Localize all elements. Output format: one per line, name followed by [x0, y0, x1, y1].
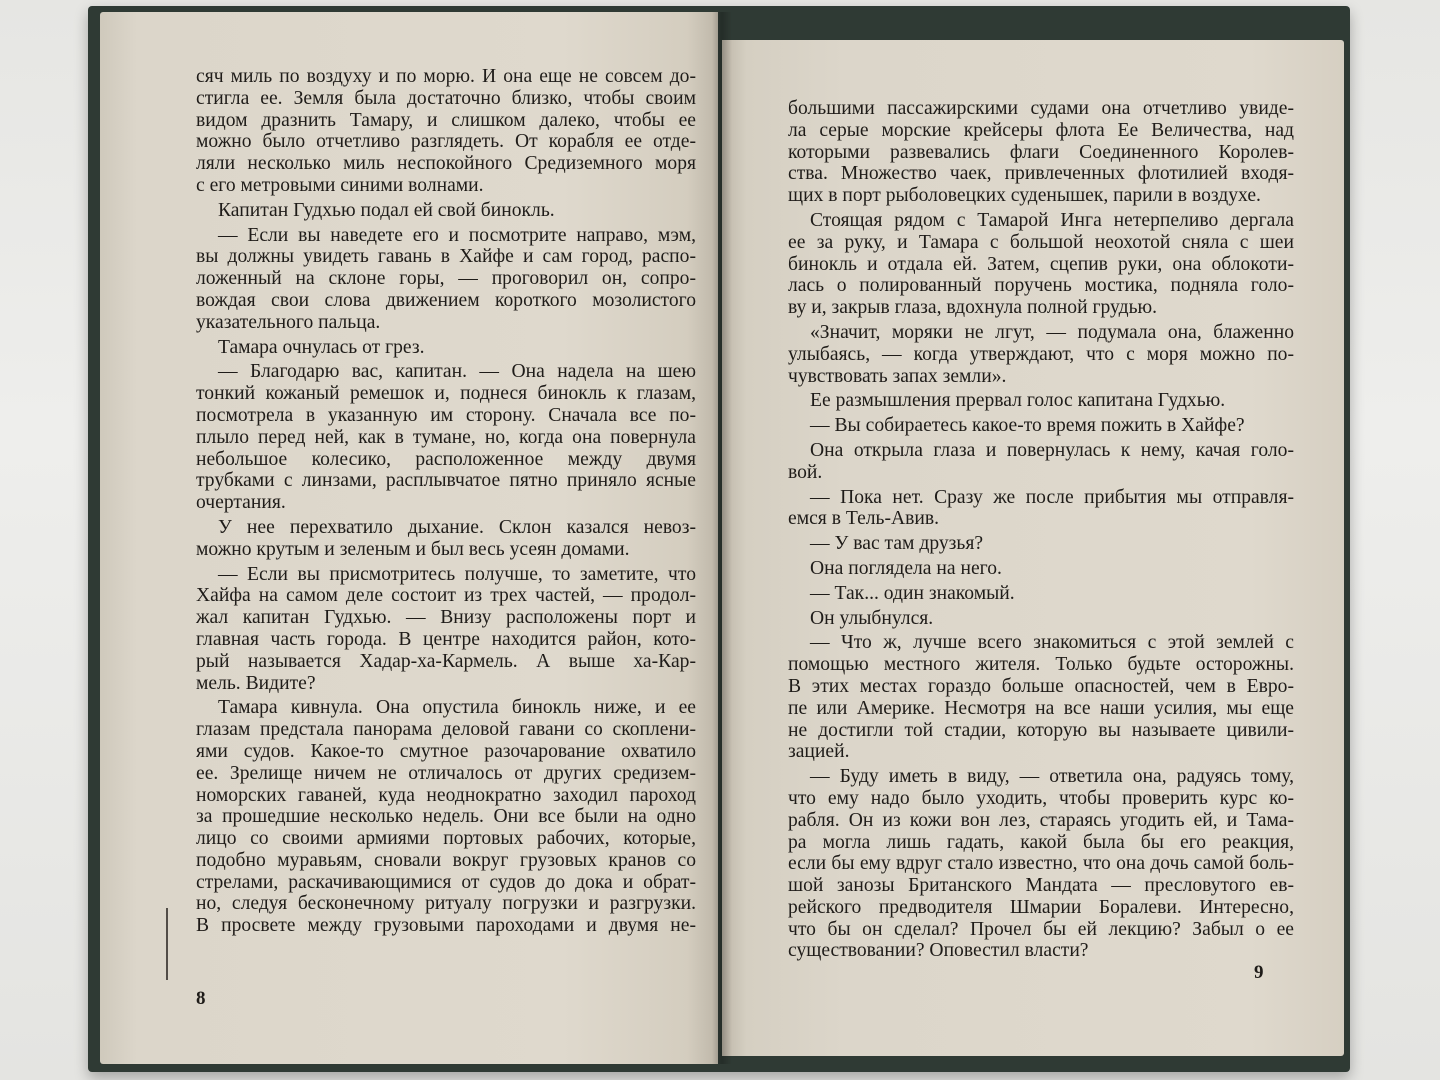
text-line: что бы он сделал? Прочел бы ей лекцию? Забыл о ее [788, 918, 1294, 940]
text-line: — Если вы наведете его и посмотрите направо, мэм, [218, 224, 696, 246]
text-line: Стоящая рядом с Тамарой Инга нетерпеливо дергала [810, 209, 1294, 231]
text-line: можно крутым и зеленым и был весь усеян домами. [196, 538, 630, 560]
text-line: вождая свои слова движением короткого мозолистого [196, 289, 696, 311]
text-line: В просвете между грузовыми пароходами и двумя не- [196, 915, 696, 937]
text-line: рый называется Хадар-ха-Кармель. А выше ха-Кар- [196, 650, 696, 672]
text-line: рейского предводителя Шмарии Боралеви. Интересно, [788, 896, 1294, 918]
text-line: с его метровыми синими волнами. [196, 174, 484, 196]
text-line: вой. [788, 461, 823, 483]
left-page [100, 12, 718, 1064]
text-line: рабля. Он из кожи вон лез, стараясь угодить ей, и Тама- [788, 809, 1294, 831]
text-line: существовании? Оповестил власти? [788, 940, 1089, 962]
text-line: помощью местного жителя. Только будьте осторожны. [788, 654, 1294, 676]
text-line: Хайфа на самом деле состоит из трех частей, — продол- [196, 585, 696, 607]
text-line: — У вас там друзья? [810, 533, 984, 555]
text-line: трубками с линзами, расплывчатое пятно приняло ясные [196, 470, 696, 492]
text-line: сяч миль по воздуху и по морю. И она еще не совсем до- [196, 66, 696, 87]
text-line: что ему надо было уходить, чтобы проверить курс ко- [788, 787, 1294, 809]
text-line: ву и, закрыв глаза, вдохнула полной грудью. [788, 297, 1158, 319]
text-line: небольшое колесико, расположенное между двумя [196, 448, 696, 470]
book-gutter-shadow [712, 12, 732, 1064]
text-line: можно было отчетливо разглядеть. От корабля ее отде- [196, 131, 696, 153]
text-line: видом дразнить Тамару, и слишком далеко, чтобы ее [196, 109, 696, 131]
text-line: посмотрела в указанную им сторону. Сначала все по- [196, 404, 696, 426]
right-page-text [788, 98, 1294, 962]
text-line: стигла ее. Земля была достаточно близко, чтобы своим [196, 87, 696, 109]
text-line: пе или Америке. Несмотря на все наши усилия, мы еще [788, 697, 1294, 719]
page-number: 9 [1254, 962, 1264, 983]
text-line: ее. Зрелище ничем не отличалось от других средизем- [196, 762, 696, 784]
text-line: — Вы собираетесь какое-то время пожить в Хайфе? [810, 415, 1245, 437]
text-line: Он улыбнулся. [810, 607, 934, 629]
text-line: Она поглядела на него. [810, 557, 1002, 579]
right-page [722, 40, 1344, 1056]
page-number: 8 [196, 988, 206, 1009]
text-line: ла серые морские крейсеры флота Ее Величества, над [788, 119, 1294, 141]
text-line: Капитан Гудхью подал ей свой бинокль. [218, 199, 555, 221]
text-line: если бы ему вдруг стало известно, что она дочь самой боль- [788, 853, 1294, 875]
text-line: стрелами, раскачивающимися от судов до дока и обрат- [196, 871, 696, 893]
text-line: бинокль и отдала ей. Затем, сцепив руки, она облокоти- [788, 253, 1294, 275]
text-line: указательного пальца. [196, 311, 381, 333]
text-line: ства. Множество чаек, привлеченных флотилией входя- [788, 163, 1294, 185]
text-line: подобно муравьям, сновали вокруг грузовых кранов со [196, 849, 696, 871]
text-line: лицо со своими армиями портовых рабочих, которые, [196, 828, 696, 850]
text-line: которыми развевались флаги Соединенного Королев- [788, 141, 1294, 163]
text-line: зацией. [788, 741, 850, 763]
text-line: ляли несколько миль неспокойного Средиземного моря [196, 153, 696, 175]
text-line: ра могла лишь гадать, какой была бы его реакция, [788, 831, 1294, 853]
text-line: емся в Тель-Авив. [788, 508, 940, 530]
text-line: — Что ж, лучше всего знакомиться с этой землей с [810, 632, 1294, 654]
text-line: большими пассажирскими судами она отчетливо увиде- [788, 98, 1294, 119]
text-line: вы должны увидеть гавань в Хайфе и сам город, распо- [196, 246, 696, 268]
text-line: ложенный на склоне горы, — проговорил он, сопро- [196, 268, 696, 290]
text-line: У нее перехватило дыхание. Склон казался невоз- [218, 516, 696, 538]
text-line: тонкий кожаный ремешок и, поднеся бинокль к глазам, [196, 383, 696, 405]
text-line: «Значит, моряки не лгут, — подумала она, блаженно [810, 321, 1294, 343]
text-line: главная часть города. В центре находится район, кото- [196, 628, 696, 650]
text-line: мель. Видите? [196, 672, 316, 694]
text-line: шой занозы Британского Мандата — пресловутого ев- [788, 875, 1294, 897]
text-line: чувствовать запах земли». [788, 365, 1007, 387]
text-line: В этих местах гораздо больше опасностей, чем в Евро- [788, 675, 1294, 697]
text-line: Ее размышления прервал голос капитана Гудхью. [810, 390, 1226, 412]
text-line: ее за руку, и Тамара с большой неохотой сняла с шеи [788, 231, 1294, 253]
text-line: плыло перед ней, как в тумане, но, когда она повернула [196, 426, 696, 448]
text-line: очертания. [196, 492, 286, 514]
text-line: жал капитан Гудхью. — Внизу расположены порт и [196, 607, 696, 629]
text-line: не достигли той стадии, которую вы называете цивили- [788, 719, 1294, 741]
text-line: номорских гаваней, куда неоднократно заходил пароход [196, 784, 696, 806]
text-line: — Буду иметь в виду, — ответила она, радуясь тому, [810, 766, 1294, 788]
text-line: щих в порт рыболовецких суденышек, парили в воздухе. [788, 185, 1261, 207]
text-line: глазам предстала панорама деловой гавани со скоплени- [196, 719, 696, 741]
left-page-text [196, 66, 696, 937]
text-line: — Если вы присмотритесь получше, то заметите, что [218, 563, 696, 585]
text-line: улыбаясь, — когда утверждают, что с моря можно по- [788, 343, 1294, 365]
text-line: Тамара очнулась от грез. [218, 336, 425, 358]
text-line: но, следуя бесконечному ритуалу погрузки и разгрузки. [196, 893, 696, 915]
text-line: Тамара кивнула. Она опустила бинокль ниже, и ее [218, 697, 696, 719]
text-line: ями судов. Какое-то смутное разочарование охватило [196, 740, 696, 762]
text-line: — Благодарю вас, капитан. — Она надела на шею [218, 361, 696, 383]
text-line: Она открыла глаза и повернулась к нему, качая голо- [810, 439, 1294, 461]
text-line: лась о полированный поручень мостика, подняла голо- [788, 275, 1294, 297]
text-line: — Так... один знакомый. [810, 582, 1015, 604]
text-line: за прошедшие несколько недель. Они все были на одно [196, 806, 696, 828]
text-line: — Пока нет. Сразу же после прибытия мы отправля- [810, 486, 1294, 508]
margin-pencil-mark [166, 908, 168, 980]
